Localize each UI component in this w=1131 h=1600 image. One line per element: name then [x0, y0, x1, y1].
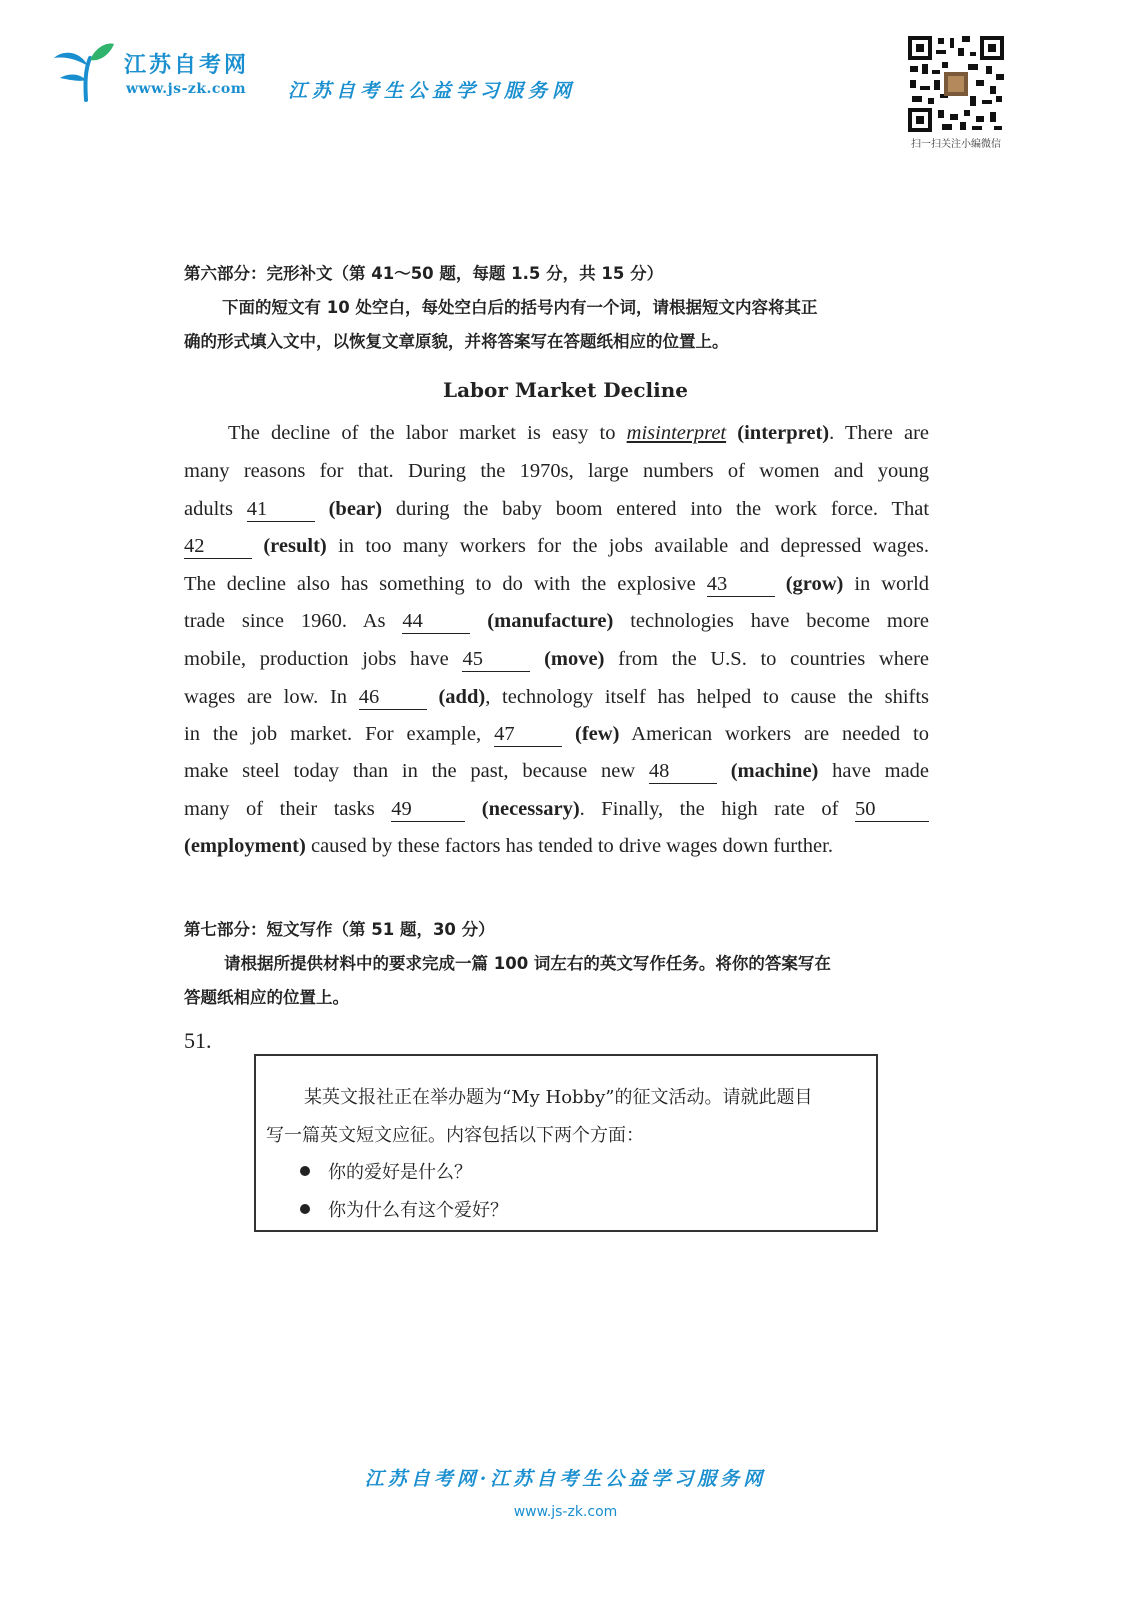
blank-44[interactable]: 44 [402, 611, 470, 634]
task-bullet: 你的爱好是什么？ [328, 1162, 472, 1183]
passage-line: many reasons for that. During the 1970s, large numbers of women and young [184, 460, 929, 482]
passage-line: many of their tasks 49 (necessary). Finally, the high rate of 50 [184, 798, 929, 822]
part6-instruction-line1: 下面的短文有 10 处空白，每处空白后的括号内有一个词，请根据短文内容将其正 [222, 298, 818, 317]
site-title: 江苏自考网 [124, 53, 250, 78]
blank-46[interactable]: 46 [359, 687, 427, 710]
blank-48[interactable]: 48 [649, 761, 717, 784]
qr-code-icon [906, 34, 1006, 134]
bullet-icon [300, 1204, 310, 1214]
footer-url[interactable]: www.js-zk.com [513, 1504, 618, 1520]
part7-heading: 第七部分：短文写作（第 51 题，30 分） [184, 920, 495, 939]
passage-line: The decline also has something to do with the explosive 43 (grow) in world [184, 573, 930, 595]
passage-line: mobile, production jobs have 45 (move) from the U.S. to countries where [184, 648, 929, 670]
passage-line: make steel today than in the past, because new 48 (machine) have made [184, 760, 930, 782]
passage-line: wages are low. In 46 (add), technology itself has helped to cause the shifts [184, 686, 930, 708]
passage-line: (employment) caused by these factors has tended to drive wages down further. [184, 835, 833, 857]
passage-line: in the job market. For example, 47 (few) American workers are needed to [184, 723, 929, 745]
task-line2: 写一篇英文短文应征。内容包括以下两个方面： [266, 1125, 644, 1146]
blank-42[interactable]: 42 [184, 536, 252, 559]
part6-heading: 第六部分：完形补文（第 41～50 题，每题 1.5 分，共 15 分） [184, 264, 664, 283]
site-slogan: 江苏自考生公益学习服务网 [288, 80, 577, 102]
part6-instruction-line2: 确的形式填入文中，以恢复文章原貌，并将答案写在答题纸相应的位置上。 [184, 332, 729, 351]
site-url[interactable]: www.js-zk.com [126, 81, 247, 97]
blank-41[interactable]: 41 [247, 499, 315, 522]
passage-title: Labor Market Decline [443, 378, 688, 402]
footer-slogan: 江苏自考网·江苏自考生公益学习服务网 [364, 1468, 767, 1490]
blank-50[interactable]: 50 [855, 799, 929, 822]
qr-caption: 扫一扫关注小编微信 [911, 139, 1001, 150]
passage-line: adults 41 (bear) during the baby boom entered into the work force. That [184, 498, 930, 520]
passage-line: trade since 1960. As 44 (manufacture) technologies have become more [184, 610, 930, 632]
question-number: 51. [184, 1028, 212, 1053]
part7-instruction-line2: 答题纸相应的位置上。 [184, 988, 349, 1007]
blank-49[interactable]: 49 [391, 799, 465, 822]
blank-45[interactable]: 45 [462, 649, 530, 672]
site-logo-icon [52, 40, 116, 104]
task-bullet: 你为什么有这个爱好？ [328, 1200, 508, 1221]
task-line1: 某英文报社正在举办题为“My Hobby”的征文活动。请就此题目 [304, 1087, 813, 1108]
blank-43[interactable]: 43 [707, 574, 775, 597]
passage-line: The decline of the labor market is easy to misinterpret (interpret). There are [228, 422, 930, 444]
blank-47[interactable]: 47 [494, 724, 562, 747]
example-answer: misinterpret [626, 422, 727, 444]
bullet-icon [300, 1166, 310, 1176]
passage-line: 42 (result) in too many workers for the jobs available and depressed wages. [184, 535, 930, 557]
part7-instruction-line1: 请根据所提供材料中的要求完成一篇 100 词左右的英文写作任务。将你的答案写在 [224, 954, 831, 973]
